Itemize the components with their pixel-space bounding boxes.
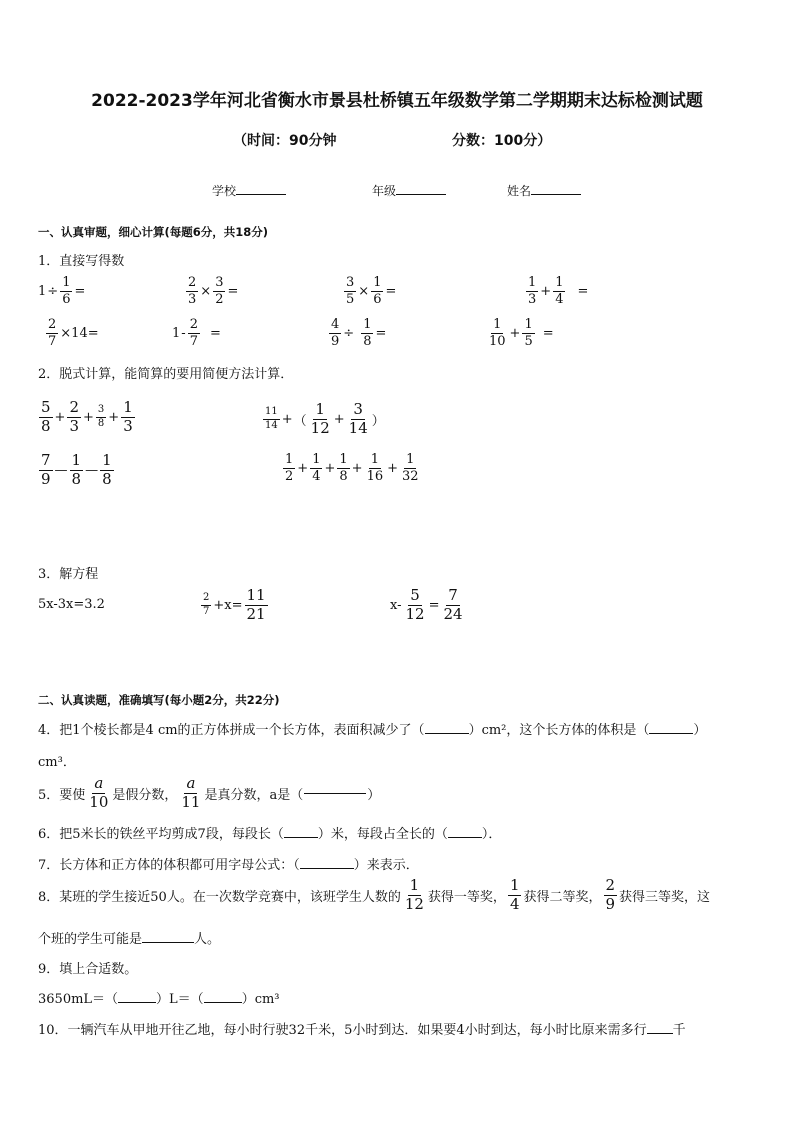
q7: 7．长方体和正方体的体积都可用字母公式：（ ）来表示． — [38, 858, 419, 873]
q2-expr-4: $\frac{1}{2}$ + $\frac{1}{4}$ + $\frac{1}{8}$ + $\frac{1}{16}$ + $\frac{1}{32}$ — [285, 452, 419, 484]
q3-eq-2: $\frac{2}{7}$ +x= $\frac{11}{21}$ — [203, 586, 266, 623]
q1-item-6: 1 - $\frac{2}{7}$ = — [172, 317, 221, 349]
name-label: 姓名 — [507, 184, 532, 198]
q6: 6．把5米长的铁丝平均剪成7段，每段长（ ）米，每段占全长的（ ）． — [38, 827, 502, 842]
q1-item-2: $\frac{2}{3}$ × $\frac{3}{2}$ = — [188, 275, 239, 307]
q5: 5．要使 $\frac{a}{10}$ 是假分数， $\frac{a}{11}$ 是真分数，a是（ ） — [38, 774, 381, 811]
q8-cont: 个班的学生可能是 人。 — [38, 932, 221, 947]
q9: 3650mL＝（ ）L＝（ ）cm³ — [38, 992, 280, 1007]
school-field[interactable] — [212, 182, 286, 199]
school-label: 学校 — [212, 184, 237, 198]
q1-item-7: $\frac{4}{9}$ ÷ $\frac{1}{8}$ = — [331, 317, 387, 349]
q1-item-3: $\frac{3}{5}$ × $\frac{1}{6}$ = — [346, 275, 397, 307]
q4-blank-2[interactable] — [649, 733, 693, 734]
q1-label: 1．直接写得数 — [38, 254, 125, 269]
section1-heading: 一、认真审题，细心计算(每题6分，共18分) — [38, 225, 269, 239]
grade-field[interactable] — [372, 182, 446, 199]
exam-time: （时间：90分钟 — [233, 133, 337, 149]
q3-eq-3: x- $\frac{5}{12}$ = $\frac{7}{24}$ — [390, 586, 463, 623]
q6-blank-2[interactable] — [448, 837, 482, 838]
section2-heading: 二、认真读题，准确填写(每小题2分，共22分) — [38, 693, 280, 707]
q1-item-4: $\frac{1}{3}$ + $\frac{1}{4}$ = — [528, 275, 589, 307]
fraction: $\frac{1}{6}$ — [62, 275, 71, 307]
page-title: 2022-2023学年河北省衡水市景县杜桥镇五年级数学第二学期期末达标检测试题 — [91, 91, 703, 111]
q9-label: 9．填上合适数。 — [38, 962, 138, 977]
q10-blank[interactable] — [647, 1033, 673, 1034]
q7-blank[interactable] — [300, 868, 354, 869]
q4-cont: cm³． — [38, 755, 76, 770]
q2-label: 2．脱式计算，能简算的要用简便方法计算． — [38, 367, 294, 382]
q4-blank-1[interactable] — [425, 733, 469, 734]
name-blank[interactable] — [531, 194, 581, 195]
q1-item-8: $\frac{1}{10}$ + $\frac{1}{5}$ = — [489, 317, 554, 349]
q10: 10．一辆汽车从甲地开往乙地，每小时行驶32千米，5小时到达．如果要4小时到达，每小时比原来需多行 千 — [38, 1023, 686, 1038]
q8-blank[interactable] — [142, 942, 194, 943]
q9-blank-1[interactable] — [118, 1002, 156, 1003]
q2-expr-3: $\frac{7}{9}$ — $\frac{1}{8}$ — $\frac{1}{8}$ — [41, 451, 112, 488]
q4: 4．把1个棱长都是4 cm的正方体拼成一个长方体，表面积减少了（ ）cm²，这个长方体的体积是（ ） — [38, 723, 707, 738]
name-field[interactable] — [507, 182, 581, 199]
q8: 8．某班的学生接近50人。在一次数学竞赛中，该班学生人数的 $\frac{1}{12}$ 获得一等奖， $\frac{1}{4}$ 获得二等奖， $\frac{2}{9}$ 获得三等奖，这 — [38, 876, 711, 913]
q3-eq-1: 5x-3x=3.2 — [38, 597, 105, 612]
q3-label: 3．解方程 — [38, 567, 99, 582]
grade-label: 年级 — [372, 184, 397, 198]
exam-score: 分数：100分） — [452, 133, 552, 149]
q2-expr-1: $\frac{5}{8}$ + $\frac{2}{3}$ + $\frac{3}{8}$ + $\frac{1}{3}$ — [41, 398, 133, 435]
q1-item-1: 1 ÷ $\frac{1}{6}$ = — [38, 275, 86, 307]
school-blank[interactable] — [236, 194, 286, 195]
q2-expr-2: $\frac{11}{14}$ + （ $\frac{1}{12}$ + $\frac{3}{14}$ ） — [265, 400, 385, 437]
q6-blank-1[interactable] — [284, 837, 318, 838]
grade-blank[interactable] — [396, 194, 446, 195]
q9-blank-2[interactable] — [204, 1002, 242, 1003]
q1-item-5: $\frac{2}{7}$ ×14= — [48, 317, 99, 349]
q5-blank[interactable] — [304, 793, 366, 794]
